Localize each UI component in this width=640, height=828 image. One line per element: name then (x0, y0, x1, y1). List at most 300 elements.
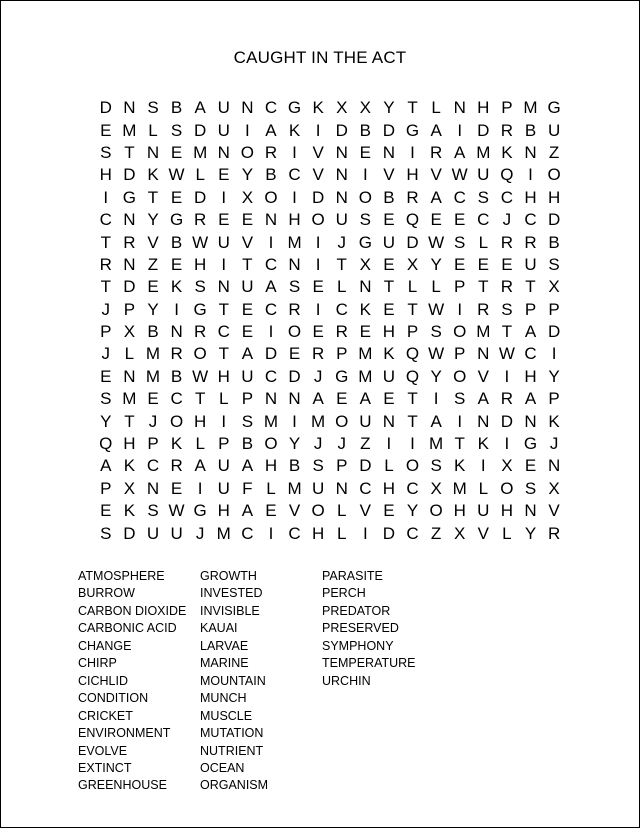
grid-letter: T (407, 98, 418, 118)
grid-letter: Y (100, 411, 112, 431)
grid-letter: A (100, 456, 112, 476)
grid-letter: L (478, 478, 489, 498)
grid-letter: P (454, 277, 466, 297)
grid-letter: T (407, 389, 418, 409)
grid-letter: X (359, 254, 371, 274)
word-list-item: LARVAE (200, 638, 249, 653)
grid-row (94, 164, 566, 186)
grid-letter: U (335, 210, 348, 230)
grid-letter: L (266, 478, 276, 498)
grid-letter: D (500, 411, 514, 431)
grid-letter: M (216, 523, 231, 543)
grid-letter: M (358, 366, 373, 386)
grid-letter: U (241, 277, 254, 297)
grid-letter: I (362, 165, 368, 185)
grid-letter: U (217, 232, 230, 252)
grid-letter: U (217, 120, 230, 140)
grid-letter: O (358, 187, 372, 207)
grid-letter: U (146, 523, 160, 543)
grid-letter: P (548, 299, 560, 319)
grid-row (94, 478, 566, 500)
grid-letter: N (335, 478, 348, 498)
grid-letter: K (548, 411, 560, 431)
grid-letter: N (335, 187, 348, 207)
grid-letter: V (312, 142, 324, 162)
grid-letter: C (477, 210, 490, 230)
grid-letter: G (358, 232, 372, 252)
grid-letter: N (123, 98, 136, 118)
grid-letter: Y (147, 299, 159, 319)
grid-letter: J (337, 434, 346, 454)
letter-grid (94, 97, 566, 545)
grid-row (94, 119, 566, 141)
word-list-item: CARBON DIOXIDE (78, 603, 187, 618)
word-list-item: MARINE (200, 656, 249, 671)
grid-letter: I (551, 344, 557, 364)
grid-letter: J (195, 523, 205, 543)
word-list-item: PARASITE (322, 569, 383, 583)
grid-letter: H (477, 98, 490, 118)
grid-letter: A (312, 389, 324, 409)
grid-letter: Y (548, 366, 560, 386)
grid-letter: M (476, 322, 491, 342)
grid-letter: E (524, 456, 537, 476)
grid-letter: S (288, 277, 301, 297)
word-list-item: PRESERVED (322, 621, 399, 636)
grid-letter: O (453, 322, 467, 342)
word-list-item: CARBONIC ACID (78, 621, 177, 636)
grid-letter: B (170, 232, 183, 252)
grid-letter: S (548, 254, 560, 274)
grid-letter: D (382, 120, 396, 140)
grid-letter: D (312, 187, 325, 207)
grid-letter: D (547, 322, 561, 342)
grid-letter: E (383, 210, 395, 230)
grid-letter: S (430, 456, 442, 476)
grid-letter: H (547, 187, 561, 207)
grid-letter: V (383, 165, 395, 185)
grid-letter: I (362, 523, 368, 543)
word-list-item: PERCH (322, 586, 366, 601)
grid-letter: E (147, 277, 159, 297)
grid-letter: L (337, 523, 347, 543)
grid-letter: M (145, 366, 161, 386)
grid-letter: U (170, 523, 183, 543)
grid-letter: I (221, 411, 227, 431)
grid-letter: Y (288, 434, 301, 454)
grid-letter: T (383, 277, 395, 297)
word-column (200, 568, 322, 795)
word-list-item: CHIRP (78, 656, 117, 671)
grid-letter: Y (147, 210, 159, 230)
grid-letter: R (312, 344, 325, 364)
grid-letter: I (221, 187, 227, 207)
grid-letter: L (337, 277, 347, 297)
word-list (78, 568, 444, 795)
word-list-item: MOUNTAIN (200, 673, 266, 688)
grid-letter: S (147, 501, 159, 521)
grid-letter: I (410, 142, 415, 162)
grid-row (94, 231, 566, 253)
grid-letter: O (547, 165, 561, 185)
grid-letter: H (524, 366, 537, 386)
grid-letter: N (453, 98, 466, 118)
grid-row (94, 343, 566, 365)
word-list-item: EXTINCT (78, 760, 132, 775)
grid-letter: H (194, 254, 207, 274)
grid-letter: S (501, 299, 513, 319)
grid-letter: N (477, 411, 490, 431)
grid-letter: K (312, 98, 324, 118)
grid-letter: D (123, 277, 136, 297)
grid-letter: A (430, 187, 442, 207)
grid-letter: X (241, 187, 254, 207)
grid-letter: Y (383, 98, 395, 118)
grid-letter: P (123, 299, 136, 319)
grid-letter: S (477, 187, 489, 207)
grid-letter: L (431, 277, 441, 297)
grid-letter: I (504, 366, 510, 386)
grid-letter: I (292, 142, 297, 162)
grid-letter: L (478, 232, 489, 252)
grid-letter: N (524, 411, 537, 431)
grid-letter: O (405, 456, 420, 476)
grid-row (94, 500, 566, 522)
grid-letter: D (99, 98, 112, 118)
grid-letter: K (170, 277, 183, 297)
grid-letter: M (476, 142, 491, 162)
grid-letter: S (312, 456, 324, 476)
grid-letter: O (169, 411, 184, 431)
grid-row (94, 187, 566, 209)
grid-letter: N (123, 366, 136, 386)
word-list-item: CHANGE (78, 638, 132, 653)
grid-letter: D (335, 120, 348, 140)
grid-letter: I (315, 120, 321, 140)
grid-letter: H (406, 165, 419, 185)
grid-letter: L (124, 344, 135, 364)
grid-letter: W (428, 344, 445, 364)
grid-letter: B (265, 165, 277, 185)
grid-letter: B (170, 98, 183, 118)
grid-letter: E (241, 322, 254, 342)
grid-letter: C (264, 98, 278, 118)
grid-letter: I (268, 523, 274, 543)
grid-letter: H (217, 501, 230, 521)
grid-letter: L (337, 501, 347, 521)
grid-letter: C (288, 523, 301, 543)
grid-letter: U (312, 478, 325, 498)
grid-letter: C (264, 299, 278, 319)
grid-letter: N (264, 389, 278, 409)
grid-letter: B (147, 322, 159, 342)
grid-letter: P (336, 344, 348, 364)
grid-letter: P (218, 434, 230, 454)
grid-letter: J (148, 411, 158, 431)
grid-letter: E (170, 187, 183, 207)
word-list-item: MUSCLE (200, 708, 253, 723)
grid-letter: M (452, 478, 467, 498)
grid-letter: K (123, 501, 136, 521)
grid-letter: D (382, 523, 396, 543)
grid-letter: N (264, 210, 278, 230)
grid-letter: X (336, 98, 348, 118)
grid-letter: E (312, 277, 324, 297)
word-list-item: CONDITION (78, 691, 149, 706)
grid-letter: N (382, 142, 396, 162)
grid-row (94, 388, 566, 410)
grid-letter: G (193, 501, 207, 521)
grid-letter: V (430, 165, 442, 185)
grid-letter: U (217, 478, 230, 498)
grid-letter: Q (405, 344, 420, 364)
grid-letter: N (170, 322, 183, 342)
grid-letter: N (217, 142, 230, 162)
grid-letter: T (147, 187, 159, 207)
grid-letter: P (336, 456, 348, 476)
grid-letter: R (500, 389, 514, 409)
grid-letter: A (359, 389, 371, 409)
grid-letter: A (454, 142, 466, 162)
grid-letter: U (477, 165, 490, 185)
grid-letter: N (359, 277, 372, 297)
grid-letter: I (268, 232, 274, 252)
grid-letter: L (502, 523, 512, 543)
grid-letter: N (146, 142, 160, 162)
grid-letter: R (406, 187, 419, 207)
grid-row (94, 97, 566, 119)
grid-letter: T (218, 299, 229, 319)
grid-letter: K (170, 434, 183, 454)
grid-letter: C (500, 187, 514, 207)
grid-row (94, 433, 566, 455)
grid-letter: H (453, 501, 466, 521)
grid-letter: C (241, 523, 254, 543)
grid-letter: D (288, 366, 301, 386)
grid-letter: L (431, 98, 441, 118)
grid-letter: I (268, 322, 274, 342)
grid-letter: R (500, 120, 514, 140)
grid-letter: D (194, 187, 207, 207)
grid-letter: E (383, 501, 395, 521)
grid-letter: K (147, 165, 159, 185)
grid-letter: V (288, 501, 301, 521)
grid-letter: E (100, 501, 112, 521)
grid-letter: D (547, 210, 561, 230)
word-list-item: INVESTED (200, 586, 263, 601)
grid-letter: Q (500, 165, 514, 185)
grid-letter: A (194, 98, 206, 118)
grid-letter: Y (524, 523, 537, 543)
grid-letter: K (477, 434, 489, 454)
word-list-item: PREDATOR (322, 603, 391, 618)
grid-letter: N (524, 142, 537, 162)
grid-letter: S (359, 210, 371, 230)
grid-letter: M (358, 344, 373, 364)
grid-letter: R (194, 210, 207, 230)
grid-letter: U (359, 411, 372, 431)
grid-letter: E (383, 299, 395, 319)
word-list-item: CRICKET (78, 708, 133, 723)
grid-letter: H (382, 322, 396, 342)
grid-letter: V (548, 501, 560, 521)
grid-letter: N (217, 277, 230, 297)
grid-letter: C (335, 299, 348, 319)
grid-letter: A (430, 411, 442, 431)
grid-letter: N (524, 501, 537, 521)
grid-letter: E (383, 254, 395, 274)
grid-letter: S (147, 98, 159, 118)
grid-letter: T (218, 344, 229, 364)
word-list-item: NUTRIENT (200, 743, 264, 758)
grid-letter: T (407, 299, 418, 319)
grid-letter: A (265, 120, 277, 140)
grid-letter: A (477, 389, 489, 409)
grid-letter: Q (405, 366, 420, 386)
grid-letter: H (217, 366, 230, 386)
grid-letter: R (288, 299, 301, 319)
word-list-item: MUNCH (200, 691, 247, 706)
grid-letter: L (148, 120, 158, 140)
grid-letter: N (123, 210, 136, 230)
grid-row (94, 321, 566, 343)
grid-letter: B (288, 456, 301, 476)
grid-letter: R (547, 523, 561, 543)
grid-letter: M (122, 120, 137, 140)
grid-letter: E (241, 299, 254, 319)
word-list-item: EVOLVE (78, 743, 128, 758)
grid-letter: B (170, 366, 183, 386)
grid-letter: D (264, 344, 278, 364)
grid-letter: A (265, 277, 277, 297)
grid-letter: J (313, 366, 323, 386)
word-list-item: INVISIBLE (200, 603, 260, 618)
grid-letter: B (548, 232, 560, 252)
grid-letter: Q (99, 434, 113, 454)
grid-letter: E (430, 210, 442, 230)
grid-letter: R (123, 232, 136, 252)
grid-letter: W (428, 232, 445, 252)
grid-letter: N (382, 411, 396, 431)
grid-letter: K (501, 142, 513, 162)
grid-letter: H (312, 523, 325, 543)
grid-letter: K (359, 299, 371, 319)
word-list-item: SYMPHONY (322, 638, 394, 653)
grid-letter: E (501, 254, 513, 274)
grid-letter: G (169, 210, 184, 230)
grid-letter: U (382, 366, 396, 386)
word-column (322, 568, 444, 795)
grid-letter: R (194, 322, 207, 342)
word-list-item: URCHIN (322, 673, 371, 688)
grid-letter: E (100, 120, 112, 140)
grid-letter: R (170, 456, 183, 476)
grid-letter: Y (430, 254, 442, 274)
grid-letter: A (194, 456, 206, 476)
grid-letter: X (501, 456, 513, 476)
grid-letter: H (382, 478, 396, 498)
grid-letter: P (454, 344, 466, 364)
grid-letter: C (170, 389, 183, 409)
grid-letter: M (145, 344, 161, 364)
grid-letter: R (99, 254, 112, 274)
grid-letter: T (100, 232, 111, 252)
grid-letter: W (192, 232, 209, 252)
grid-letter: I (244, 120, 250, 140)
grid-letter: C (146, 456, 160, 476)
grid-letter: E (383, 389, 395, 409)
grid-letter: T (124, 142, 135, 162)
grid-letter: M (122, 389, 137, 409)
grid-letter: S (100, 389, 112, 409)
grid-letter: F (242, 478, 253, 498)
word-list-item: CICHLID (78, 673, 129, 688)
grid-letter: I (174, 299, 179, 319)
grid-letter: M (287, 232, 302, 252)
grid-letter: N (335, 142, 348, 162)
grid-letter: D (194, 120, 207, 140)
grid-letter: S (430, 322, 442, 342)
grid-letter: M (311, 411, 326, 431)
grid-letter: S (454, 389, 466, 409)
word-list-item: ORGANISM (200, 778, 269, 793)
grid-letter: S (454, 232, 466, 252)
grid-letter: E (477, 254, 489, 274)
grid-letter: W (168, 501, 185, 521)
grid-letter: B (383, 187, 395, 207)
grid-letter: T (194, 389, 206, 409)
word-list-item: MUTATION (200, 726, 264, 741)
grid-letter: I (410, 434, 415, 454)
grid-letter: G (122, 187, 136, 207)
grid-letter: O (311, 210, 325, 230)
grid-letter: H (524, 187, 537, 207)
grid-letter: T (525, 277, 536, 297)
grid-row (94, 522, 566, 544)
grid-letter: G (405, 120, 420, 140)
grid-letter: J (101, 299, 111, 319)
grid-letter: R (500, 277, 514, 297)
grid-letter: P (524, 299, 537, 319)
grid-letter: E (218, 210, 230, 230)
grid-letter: Y (241, 165, 254, 185)
grid-letter: V (312, 165, 324, 185)
grid-letter: I (292, 187, 297, 207)
grid-letter: O (453, 366, 467, 386)
grid-letter: N (288, 389, 301, 409)
grid-letter: D (477, 120, 490, 140)
grid-letter: A (524, 389, 537, 409)
grid-letter: I (504, 434, 510, 454)
grid-letter: T (336, 254, 347, 274)
grid-letter: K (454, 456, 466, 476)
grid-letter: I (457, 411, 463, 431)
grid-row (94, 455, 566, 477)
grid-letter: E (288, 344, 301, 364)
grid-letter: R (524, 232, 537, 252)
grid-letter: I (315, 232, 321, 252)
grid-letter: U (524, 254, 537, 274)
grid-letter: M (287, 478, 302, 498)
grid-letter: I (457, 120, 463, 140)
grid-letter: Y (406, 501, 419, 521)
grid-letter: C (524, 210, 537, 230)
grid-letter: E (218, 165, 230, 185)
grid-letter: P (241, 389, 254, 409)
grid-letter: C (264, 254, 278, 274)
grid-letter: P (548, 389, 560, 409)
word-list-item: KAUAI (200, 621, 238, 636)
